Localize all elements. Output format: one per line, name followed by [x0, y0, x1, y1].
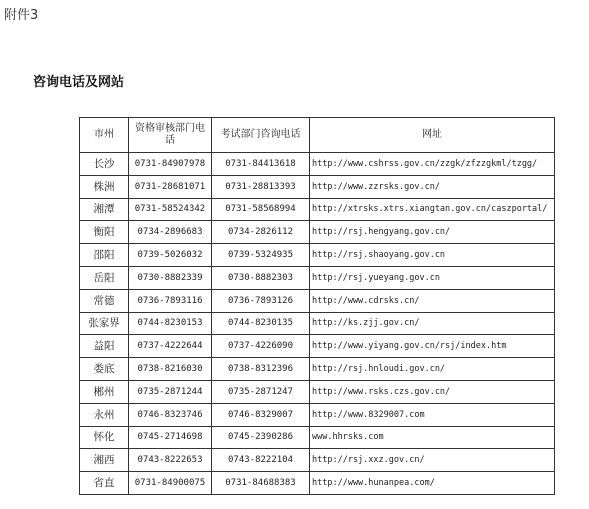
website-cell: http://www.8329007.com — [310, 403, 555, 426]
city-cell: 省直 — [80, 472, 129, 495]
header-city: 市州 — [80, 118, 129, 153]
website-cell: http://rsj.yueyang.gov.cn — [310, 266, 555, 289]
table-row — [80, 358, 555, 381]
qualification-phone-cell: 0735-2871244 — [129, 380, 212, 403]
exam-phone-cell: 0735-2871247 — [212, 380, 310, 403]
table-row — [80, 153, 555, 176]
website-cell: http://www.rsks.czs.gov.cn/ — [310, 380, 555, 403]
table-row — [80, 221, 555, 244]
city-cell: 湘西 — [80, 449, 129, 472]
table-row — [80, 244, 555, 267]
qualification-phone-cell: 0736-7893116 — [129, 289, 212, 312]
table-row — [80, 403, 555, 426]
website-cell: http://ks.zjj.gov.cn/ — [310, 312, 555, 335]
city-cell: 张家界 — [80, 312, 129, 335]
city-cell: 常德 — [80, 289, 129, 312]
qualification-phone-cell: 0739-5026032 — [129, 244, 212, 267]
exam-phone-cell: 0736-7893126 — [212, 289, 310, 312]
table-row — [80, 175, 555, 198]
qualification-phone-cell: 0737-4222644 — [129, 335, 212, 358]
website-cell: http://www.yiyang.gov.cn/rsj/index.htm — [310, 335, 555, 358]
exam-phone-cell: 0744-8230135 — [212, 312, 310, 335]
header-website: 网址 — [310, 118, 555, 153]
city-cell: 永州 — [80, 403, 129, 426]
table-row — [80, 380, 555, 403]
city-cell: 怀化 — [80, 426, 129, 449]
table-row — [80, 335, 555, 358]
qualification-phone-cell: 0746-8323746 — [129, 403, 212, 426]
table-row — [80, 472, 555, 495]
city-cell: 株洲 — [80, 175, 129, 198]
exam-phone-cell: 0731-28813393 — [212, 175, 310, 198]
qualification-phone-cell: 0731-58524342 — [129, 198, 212, 221]
contact-table — [79, 117, 555, 495]
qualification-phone-cell: 0731-28681071 — [129, 175, 212, 198]
exam-phone-cell: 0731-84688383 — [212, 472, 310, 495]
city-cell: 衡阳 — [80, 221, 129, 244]
exam-phone-cell: 0743-8222104 — [212, 449, 310, 472]
qualification-phone-cell: 0743-8222653 — [129, 449, 212, 472]
city-cell: 长沙 — [80, 153, 129, 176]
city-cell: 岳阳 — [80, 266, 129, 289]
qualification-phone-cell: 0730-8882339 — [129, 266, 212, 289]
qualification-phone-cell: 0731-84907978 — [129, 153, 212, 176]
exam-phone-cell: 0730-8882303 — [212, 266, 310, 289]
website-cell: http://www.hunanpea.com/ — [310, 472, 555, 495]
city-cell: 娄底 — [80, 358, 129, 381]
attachment-label: 附件3 — [4, 8, 39, 23]
exam-phone-cell: 0745-2390286 — [212, 426, 310, 449]
table-row — [80, 266, 555, 289]
table-header-row — [80, 118, 555, 153]
website-cell: www.hhrsks.com — [310, 426, 555, 449]
header-exam-phone: 考试部门咨询电话 — [212, 118, 310, 153]
city-cell: 湘潭 — [80, 198, 129, 221]
header-qualification-phone: 资格审核部门电话 — [129, 118, 212, 153]
table-row — [80, 198, 555, 221]
exam-phone-cell: 0739-5324935 — [212, 244, 310, 267]
city-cell: 邵阳 — [80, 244, 129, 267]
exam-phone-cell: 0746-8329007 — [212, 403, 310, 426]
website-cell: http://www.cshrss.gov.cn/zzgk/zfzzgkml/tzgg/ — [310, 153, 555, 176]
exam-phone-cell: 0731-84413618 — [212, 153, 310, 176]
website-cell: http://www.cdrsks.cn/ — [310, 289, 555, 312]
city-cell: 郴州 — [80, 380, 129, 403]
website-cell: http://rsj.hnloudi.gov.cn/ — [310, 358, 555, 381]
website-cell: http://www.zzrsks.gov.cn/ — [310, 175, 555, 198]
exam-phone-cell: 0737-4226090 — [212, 335, 310, 358]
exam-phone-cell: 0738-8312396 — [212, 358, 310, 381]
city-cell: 益阳 — [80, 335, 129, 358]
table-row — [80, 449, 555, 472]
qualification-phone-cell: 0734-2896683 — [129, 221, 212, 244]
website-cell: http://rsj.xxz.gov.cn/ — [310, 449, 555, 472]
qualification-phone-cell: 0738-8216030 — [129, 358, 212, 381]
section-heading: 咨询电话及网站 — [33, 75, 125, 90]
exam-phone-cell: 0734-2826112 — [212, 221, 310, 244]
qualification-phone-cell: 0745-2714698 — [129, 426, 212, 449]
website-cell: http://xtrsks.xtrs.xiangtan.gov.cn/caszportal/ — [310, 198, 555, 221]
website-cell: http://rsj.hengyang.gov.cn/ — [310, 221, 555, 244]
table-row — [80, 312, 555, 335]
qualification-phone-cell: 0744-8230153 — [129, 312, 212, 335]
table-row — [80, 426, 555, 449]
table-row — [80, 289, 555, 312]
qualification-phone-cell: 0731-84900075 — [129, 472, 212, 495]
exam-phone-cell: 0731-58568994 — [212, 198, 310, 221]
website-cell: http://rsj.shaoyang.gov.cn — [310, 244, 555, 267]
